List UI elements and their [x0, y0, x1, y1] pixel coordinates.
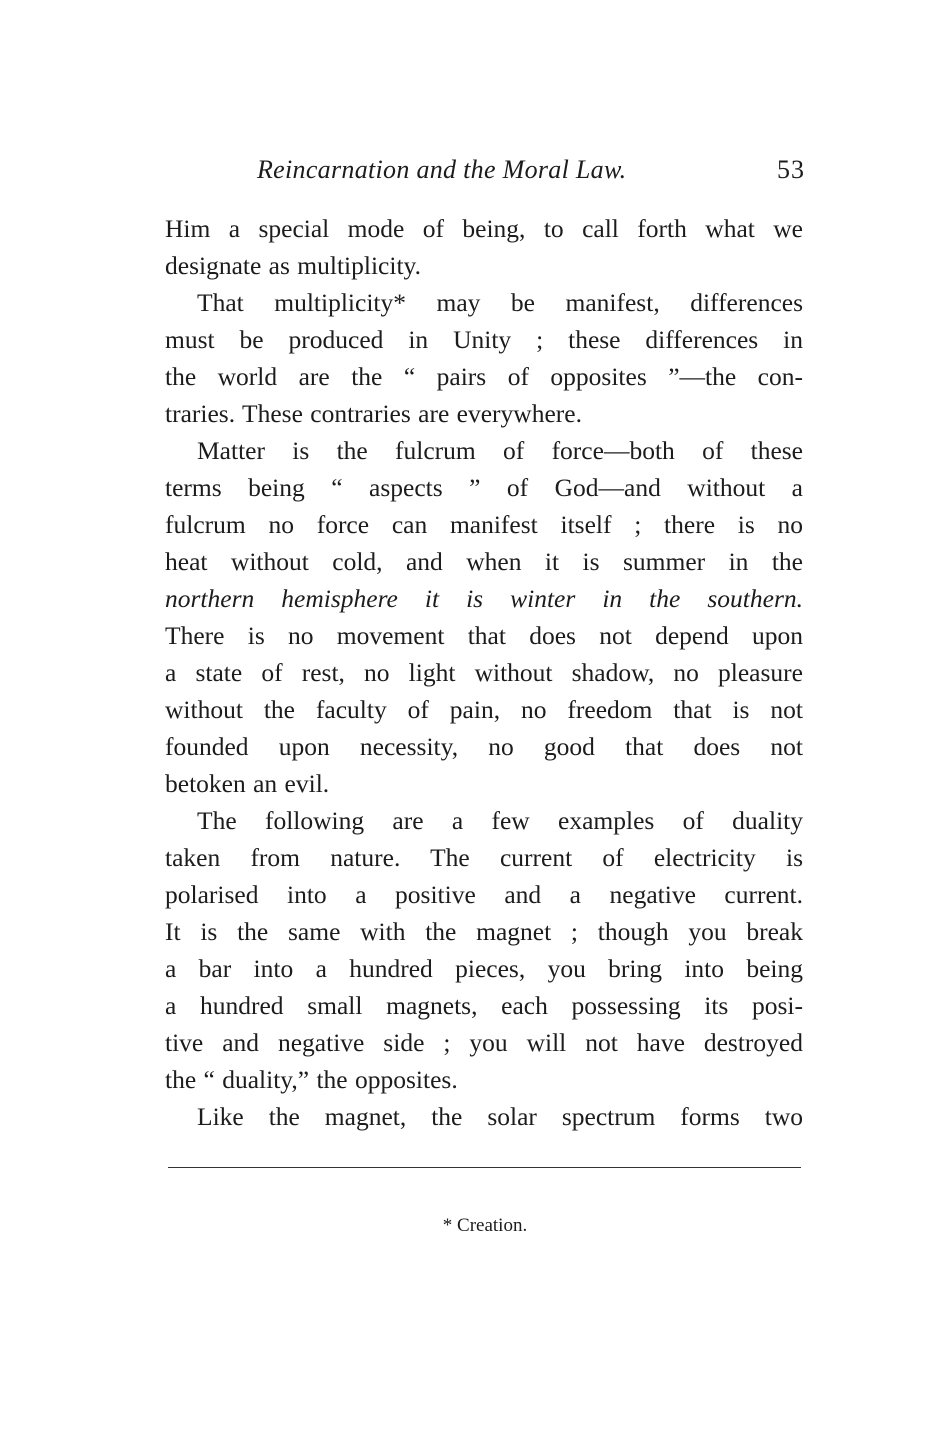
text-line: Like the magnet, the solar spectrum forms two: [197, 1102, 803, 1131]
text-line: without the faculty of pain, no freedom that is not: [165, 695, 803, 724]
footnote: * Creation.: [442, 1215, 528, 1236]
text-line: polarised into a positive and a negative current.: [165, 880, 803, 909]
text-line: The following are a few examples of duality: [197, 806, 803, 835]
text-line: taken from nature. The current of electricity is: [165, 843, 803, 872]
text-line: fulcrum no force can manifest itself ; there is no: [165, 510, 803, 539]
text-line: tive and negative side ; you will not have destroyed: [165, 1028, 803, 1057]
text-line: the world are the “ pairs of opposites ”—the con-: [165, 362, 803, 391]
text-line: designate as multiplicity.: [165, 251, 422, 280]
page-number: 53: [777, 155, 805, 184]
italic-phrase: northern hemisphere it is winter in the southern.: [165, 584, 803, 613]
text-line: a state of rest, no light without shadow, no pleasure: [165, 658, 803, 687]
running-head: [165, 150, 805, 190]
text-line: must be produced in Unity ; these differences in: [165, 325, 803, 354]
text-line: a bar into a hundred pieces, you bring into being: [165, 954, 803, 983]
text-line: heat without cold, and when it is summer in the: [165, 547, 803, 576]
text-line: There is no movement that does not depend upon: [165, 621, 803, 650]
text-line: terms being “ aspects ” of God—and without a: [165, 473, 803, 502]
footnote-divider: [168, 1167, 801, 1168]
text-line: That multiplicity* may be manifest, differences: [197, 288, 803, 317]
text-line: Him a special mode of being, to call forth what we: [165, 214, 803, 243]
text-line: It is the same with the magnet ; though you break: [165, 917, 803, 946]
text-line: betoken an evil.: [165, 769, 330, 798]
text-line-italic: [165, 580, 803, 617]
text-line: founded upon necessity, no good that does not: [165, 732, 803, 761]
text-line: Matter is the fulcrum of force—both of these: [197, 436, 803, 465]
text-line: a hundred small magnets, each possessing its posi-: [165, 991, 803, 1020]
text-line: traries. These contraries are everywhere.: [165, 399, 582, 428]
body-text: [165, 210, 803, 1135]
running-head-title: Reincarnation and the Moral Law.: [257, 155, 627, 184]
text-line: the “ duality,” the opposites.: [165, 1065, 458, 1094]
